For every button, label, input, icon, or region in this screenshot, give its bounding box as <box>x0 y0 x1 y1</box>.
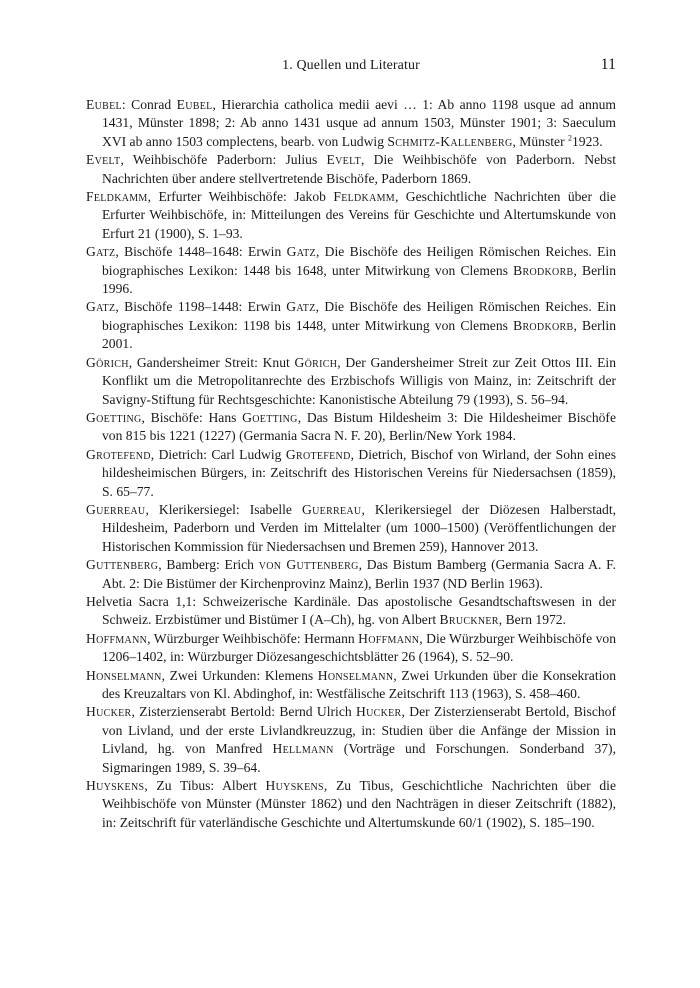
author-name: von Guttenberg <box>258 557 359 573</box>
entry-text: , Gandersheimer Streit: Knut <box>128 354 295 370</box>
entry-text: , Der Gandersheimer Streit zur Zeit Ottos III. Ein Konflikt um die Metropolitanrechte des Erzbischofs Willigis von Mainz, in: Zeitschrift der Savigny-Stiftung für Rechtsgeschichte: Kanonistische Abteilung 79 (1993), S. 56–94. <box>102 354 617 407</box>
entry-text: , Erfurter Weihbischöfe: Jakob <box>147 189 334 205</box>
bibliography-entry <box>86 501 616 556</box>
entry-text: , Die Bischöfe des Heiligen Römischen Reiches. Ein biographisches Lexikon: 1198 bis 1448, unter Mitwirkung von Clemens <box>102 299 616 333</box>
entry-text: , Bern 1972. <box>498 612 567 628</box>
author-name: Bruckner <box>439 612 499 628</box>
bibliography-entry <box>86 667 616 704</box>
entry-text: , Bamberg: Erich <box>158 557 259 573</box>
entry-text: Helvetia Sacra 1,1: Schweizerische Kardinäle. Das apostolische Gesandtschaftswesen in der Schweiz. Erzbistümer und Bistümer I (A–Ch), hg. von Albert <box>86 593 616 628</box>
entry-text: , Das Bistum Hildesheim 3: Die Hildesheimer Bischöfe von 815 bis 1221 (1227) (Germania Sacra N. F. 20), Berlin/New York 1984. <box>102 409 616 444</box>
author-name: Honselmann <box>317 667 394 683</box>
entry-text: , Geschichtliche Nachrichten über die Erfurter Weihbischöfe, in: Mitteilungen des Vereins für Geschichte und Altertumskunde von Erfurt 21 (1900), S. 1–93. <box>102 189 617 241</box>
author-name: Guttenberg <box>86 557 159 573</box>
entry-text: , Die Bischöfe des Heiligen Römischen Reiches. Ein biographisches Lexikon: 1448 bis 1648, unter Mitwirkung von Clemens <box>102 244 616 278</box>
entry-text: , Würzburger Weihbischöfe: Hermann <box>147 630 359 646</box>
bibliography-entry <box>86 409 616 446</box>
entry-text: , Zisterzienserabt Bertold: Bernd Ulrich <box>131 704 357 720</box>
edition-superscript: 2 <box>568 133 572 143</box>
page-number: 11 <box>600 56 616 73</box>
bibliography-entry <box>86 446 616 501</box>
running-title: 1. Quellen und Literatur <box>282 58 420 73</box>
author-name: Eubel <box>176 97 213 112</box>
entry-text: , Die Weihbischöfe von Paderborn. Nebst Nachrichten über andere stellvertretende Bischöfe, Paderborn 1869. <box>102 152 616 186</box>
entry-text: , Münster <box>512 133 568 149</box>
entry-text: , Weihbischöfe Paderborn: Julius <box>120 152 327 168</box>
entry-text: , Klerikersiegel der Diözesen Halberstadt, Hildesheim, Paderborn und Verden im Mittelalter (um 1000–1500) (Veröffentlichungen der Historischen Kommission für Niedersachsen und Bremen 259), Hannover 2013. <box>102 501 617 554</box>
entry-text: : Conrad <box>121 97 177 112</box>
author-name: Goetting <box>242 409 298 425</box>
author-name: Feldkamm <box>86 189 148 205</box>
author-name: Feldkamm <box>333 189 395 205</box>
bibliography-list <box>86 96 616 832</box>
entry-text: , Die Würzburger Weihbischöfe von 1206–1402, in: Würzburger Diözesangeschichtsblätter 26 (1964), S. 52–90. <box>102 630 616 665</box>
bibliography-entry <box>86 556 616 593</box>
entry-text: , Das Bistum Bamberg (Germania Sacra A. F. Abt. 2: Die Bistümer der Kirchenprovinz Mainz), Berlin 1937 (ND Berlin 1963). <box>102 557 616 591</box>
bibliography-entry <box>86 243 616 298</box>
entry-text: , Dietrich, Bischof von Wirland, der Sohn eines hildesheimischen Bürgers, in: Zeitschrift des Historischen Vereins für Niedersachsen (1859), S. 65–77. <box>102 446 616 499</box>
bibliography-entry <box>86 96 616 151</box>
entry-text: , Zu Tibus, Geschichtliche Nachrichten über die Weihbischöfe von Münster (Münster 1862) und den Nachträgen in dieser Zeitschrift (1882), in: Zeitschrift für vaterländische Geschichte und Altertumskunde 60/1 (1902), S. 185–190. <box>102 778 616 830</box>
author-name: Brodkorb <box>513 262 574 278</box>
entry-text: , Bischöfe 1448–1648: Erwin <box>115 244 287 260</box>
entry-text: , Bischöfe 1198–1448: Erwin <box>115 299 287 315</box>
author-name: Gatz <box>286 299 316 315</box>
bibliography-entry <box>86 188 616 243</box>
entry-text: 1923. <box>572 133 603 149</box>
entry-text: , Bischöfe: Hans <box>141 409 243 425</box>
author-name: Görich <box>294 354 338 370</box>
entry-text: , Berlin 1996. <box>102 262 617 297</box>
author-name: Grotefend <box>285 446 351 462</box>
entry-text: , Hierarchia catholica medii aevi … 1: Ab anno 1198 usque ad annum 1431, Münster 1898; 2: Ab anno 1431 usque ad annum 1503, Münster 1901; 3: Saeculum XVI ab anno 1503 complectens, bearb. von Ludwig <box>102 97 617 149</box>
author-name: Hoffmann <box>358 630 420 646</box>
author-name: Grotefend <box>86 446 151 462</box>
bibliography-entry <box>86 630 616 667</box>
author-name: Eubel <box>86 97 122 112</box>
bibliography-entry <box>86 777 616 832</box>
author-name: Honselmann <box>86 667 162 683</box>
author-name: Evelt <box>326 152 361 168</box>
author-name: Görich <box>86 354 129 370</box>
entry-text: , Der Zisterzienserabt Bertold, Bischof von Livland, und der erste Livlandkreuzzug, in: Studien über die Anfänge der Mission in Livland, hg. von Manfred <box>102 704 617 757</box>
entry-text: , Zwei Urkunden über die Konsekration des Kreuzaltars von Kl. Abdinghof, in: Westfälische Zeitschrift 113 (1963), S. 458–460. <box>102 667 616 701</box>
author-name: Gatz <box>286 244 316 260</box>
entry-text: , Zwei Urkunden: Klemens <box>161 667 318 683</box>
bibliography-entry <box>86 298 616 353</box>
author-name: Guerreau <box>86 501 146 517</box>
bibliography-entry <box>86 593 616 630</box>
author-name: Gatz <box>86 244 116 260</box>
bibliography-entry <box>86 354 616 409</box>
author-name: Guerreau <box>302 501 362 517</box>
author-name: Evelt <box>86 152 121 168</box>
author-name: Hellmann <box>272 741 334 757</box>
bibliography-entry <box>86 703 616 777</box>
author-name: Hucker <box>356 704 402 720</box>
entry-text: (Vorträge und Forschungen. Sonderband 37), Sigmaringen 1989, S. 39–64. <box>102 741 616 775</box>
author-name: Hucker <box>86 704 132 720</box>
author-name: Brodkorb <box>513 317 574 333</box>
entry-text: , Zu Tibus: Albert <box>144 778 266 794</box>
author-name: Hoffmann <box>86 630 148 646</box>
bibliography-entry <box>86 151 616 188</box>
author-name: Schmitz-Kallenberg <box>387 133 513 149</box>
entry-text: , Dietrich: Carl Ludwig <box>150 446 286 462</box>
entry-text: , Berlin 2001. <box>102 317 616 352</box>
author-name: Gatz <box>86 299 116 315</box>
author-name: Huyskens <box>86 778 145 794</box>
author-name: Goetting <box>86 409 142 425</box>
entry-text: , Klerikersiegel: Isabelle <box>145 501 303 517</box>
author-name: Huyskens <box>265 778 324 794</box>
